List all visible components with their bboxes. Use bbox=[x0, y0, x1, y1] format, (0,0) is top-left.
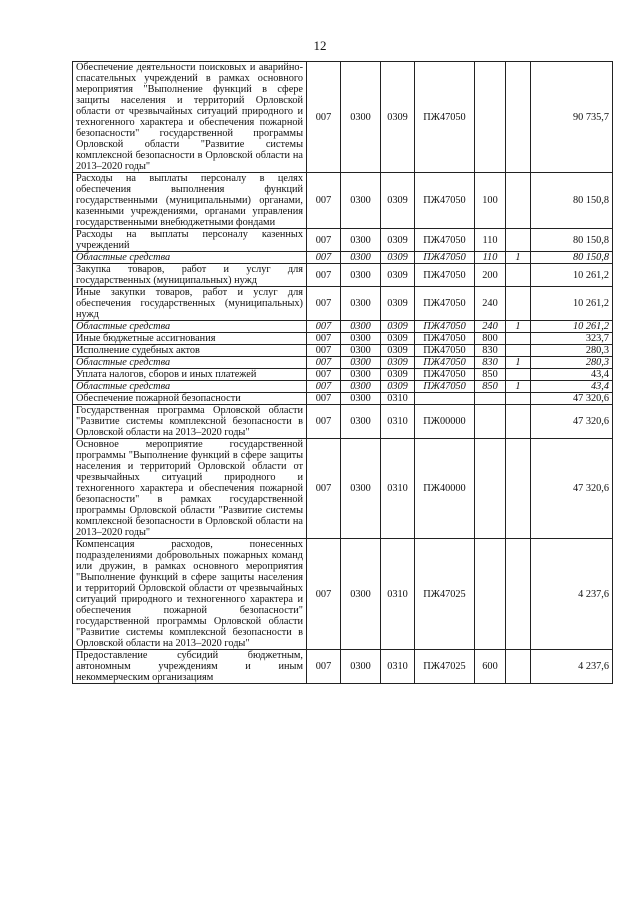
subsection-code-cell: 0309 bbox=[381, 345, 415, 357]
expense-name-cell: Иные бюджетные ассигнования bbox=[73, 333, 307, 345]
table-row bbox=[73, 405, 613, 439]
table-row bbox=[73, 650, 613, 684]
ministry-code-cell: 007 bbox=[307, 381, 341, 393]
section-code-cell: 0300 bbox=[341, 264, 381, 287]
table-row bbox=[73, 264, 613, 287]
amount-cell: 280,3 bbox=[531, 345, 613, 357]
section-code-cell: 0300 bbox=[341, 381, 381, 393]
table-row bbox=[73, 321, 613, 333]
section-code-cell: 0300 bbox=[341, 62, 381, 173]
expense-name-cell: Областные средства bbox=[73, 357, 307, 369]
expense-type-cell: 830 bbox=[475, 357, 506, 369]
budget-table bbox=[72, 61, 613, 684]
subsection-code-cell: 0309 bbox=[381, 321, 415, 333]
subsection-code-cell: 0309 bbox=[381, 381, 415, 393]
amount-cell: 47 320,6 bbox=[531, 405, 613, 439]
table-row bbox=[73, 252, 613, 264]
expense-type-cell: 600 bbox=[475, 650, 506, 684]
funding-source-cell bbox=[506, 539, 531, 650]
subsection-code-cell: 0309 bbox=[381, 62, 415, 173]
amount-cell: 4 237,6 bbox=[531, 539, 613, 650]
funding-source-cell: 1 bbox=[506, 381, 531, 393]
ministry-code-cell: 007 bbox=[307, 62, 341, 173]
subsection-code-cell: 0310 bbox=[381, 393, 415, 405]
section-code-cell: 0300 bbox=[341, 357, 381, 369]
target-article-cell: ПЖ47050 bbox=[415, 229, 475, 252]
target-article-cell: ПЖ47050 bbox=[415, 173, 475, 229]
table-row bbox=[73, 381, 613, 393]
subsection-code-cell: 0309 bbox=[381, 173, 415, 229]
expense-name-cell: Предоставление субсидий бюджетным, автономным учреждениям и иным некоммерческим организациям bbox=[73, 650, 307, 684]
table-row bbox=[73, 439, 613, 539]
table-row bbox=[73, 345, 613, 357]
expense-name-cell: Областные средства bbox=[73, 252, 307, 264]
amount-cell: 43,4 bbox=[531, 381, 613, 393]
page-number: 12 bbox=[313, 38, 327, 53]
ministry-code-cell: 007 bbox=[307, 345, 341, 357]
section-code-cell: 0300 bbox=[341, 173, 381, 229]
expense-name-cell: Основное мероприятие государственной программы "Выполнение функций в сфере защиты населения и территорий Орловской области от чрезвычайных ситуаций природного и техногенного характера и обеспечения пожарной безопасности" в рамках государственной программы Орловской области "Развитие системы комплексной безопасности в Орловской области на 2013–2020 годы" bbox=[73, 439, 307, 539]
subsection-code-cell: 0309 bbox=[381, 333, 415, 345]
expense-name-cell: Расходы на выплаты персоналу казенных учреждений bbox=[73, 229, 307, 252]
ministry-code-cell: 007 bbox=[307, 439, 341, 539]
subsection-code-cell: 0309 bbox=[381, 357, 415, 369]
amount-cell: 80 150,8 bbox=[531, 229, 613, 252]
ministry-code-cell: 007 bbox=[307, 333, 341, 345]
section-code-cell: 0300 bbox=[341, 321, 381, 333]
target-article-cell: ПЖ47050 bbox=[415, 321, 475, 333]
subsection-code-cell: 0310 bbox=[381, 405, 415, 439]
amount-cell: 323,7 bbox=[531, 333, 613, 345]
funding-source-cell bbox=[506, 369, 531, 381]
expense-name-cell: Обеспечение деятельности поисковых и аварийно-спасательных учреждений в рамках основного мероприятия "Выполнение функций в сфере защиты населения и территорий Орловской области от чрезвычайных ситуаций природного и техногенного характера и обеспечения пожарной безопасности" государственной программы Орловской области "Развитие системы комплексной безопасности в Орловской области на 2013–2020 годы" bbox=[73, 62, 307, 173]
ministry-code-cell: 007 bbox=[307, 650, 341, 684]
target-article-cell: ПЖ47050 bbox=[415, 333, 475, 345]
ministry-code-cell: 007 bbox=[307, 405, 341, 439]
ministry-code-cell: 007 bbox=[307, 369, 341, 381]
section-code-cell: 0300 bbox=[341, 287, 381, 321]
expense-name-cell: Закупка товаров, работ и услуг для государственных (муниципальных) нужд bbox=[73, 264, 307, 287]
subsection-code-cell: 0309 bbox=[381, 264, 415, 287]
ministry-code-cell: 007 bbox=[307, 229, 341, 252]
expense-type-cell bbox=[475, 439, 506, 539]
amount-cell: 4 237,6 bbox=[531, 650, 613, 684]
funding-source-cell bbox=[506, 333, 531, 345]
funding-source-cell bbox=[506, 173, 531, 229]
subsection-code-cell: 0309 bbox=[381, 229, 415, 252]
section-code-cell: 0300 bbox=[341, 345, 381, 357]
subsection-code-cell: 0310 bbox=[381, 539, 415, 650]
funding-source-cell bbox=[506, 345, 531, 357]
expense-name-cell: Обеспечение пожарной безопасности bbox=[73, 393, 307, 405]
expense-type-cell: 110 bbox=[475, 229, 506, 252]
subsection-code-cell: 0310 bbox=[381, 439, 415, 539]
amount-cell: 43,4 bbox=[531, 369, 613, 381]
subsection-code-cell: 0310 bbox=[381, 650, 415, 684]
amount-cell: 80 150,8 bbox=[531, 252, 613, 264]
expense-type-cell: 110 bbox=[475, 252, 506, 264]
target-article-cell: ПЖ47050 bbox=[415, 264, 475, 287]
expense-type-cell: 800 bbox=[475, 333, 506, 345]
section-code-cell: 0300 bbox=[341, 252, 381, 264]
expense-type-cell: 850 bbox=[475, 369, 506, 381]
budget-table-body bbox=[73, 62, 613, 684]
expense-type-cell: 200 bbox=[475, 264, 506, 287]
table-row bbox=[73, 357, 613, 369]
subsection-code-cell: 0309 bbox=[381, 287, 415, 321]
target-article-cell: ПЖ47025 bbox=[415, 650, 475, 684]
amount-cell: 10 261,2 bbox=[531, 321, 613, 333]
ministry-code-cell: 007 bbox=[307, 173, 341, 229]
funding-source-cell bbox=[506, 393, 531, 405]
target-article-cell: ПЖ47050 bbox=[415, 381, 475, 393]
subsection-code-cell: 0309 bbox=[381, 369, 415, 381]
table-row bbox=[73, 369, 613, 381]
ministry-code-cell: 007 bbox=[307, 287, 341, 321]
funding-source-cell bbox=[506, 229, 531, 252]
target-article-cell bbox=[415, 393, 475, 405]
expense-type-cell bbox=[475, 62, 506, 173]
ministry-code-cell: 007 bbox=[307, 264, 341, 287]
funding-source-cell: 1 bbox=[506, 252, 531, 264]
section-code-cell: 0300 bbox=[341, 369, 381, 381]
ministry-code-cell: 007 bbox=[307, 321, 341, 333]
amount-cell: 10 261,2 bbox=[531, 264, 613, 287]
table-row bbox=[73, 393, 613, 405]
amount-cell: 47 320,6 bbox=[531, 393, 613, 405]
target-article-cell: ПЖ47050 bbox=[415, 252, 475, 264]
expense-type-cell: 100 bbox=[475, 173, 506, 229]
target-article-cell: ПЖ47050 bbox=[415, 357, 475, 369]
section-code-cell: 0300 bbox=[341, 333, 381, 345]
section-code-cell: 0300 bbox=[341, 539, 381, 650]
expense-name-cell: Компенсация расходов, понесенных подразделениями добровольных пожарных команд или дружин, в рамках основного мероприятия "Выполнение функций в сфере защиты населения и территорий Орловской области от чрезвычайных ситуаций природного и техногенного характера и обеспечения пожарной безопасности" государственной программы Орловской области "Развитие системы комплексной безопасности в Орловской области на 2013–2020 годы" bbox=[73, 539, 307, 650]
amount-cell: 90 735,7 bbox=[531, 62, 613, 173]
expense-name-cell: Областные средства bbox=[73, 381, 307, 393]
target-article-cell: ПЖ47050 bbox=[415, 287, 475, 321]
table-row bbox=[73, 229, 613, 252]
table-row bbox=[73, 287, 613, 321]
table-row bbox=[73, 173, 613, 229]
funding-source-cell bbox=[506, 62, 531, 173]
expense-name-cell: Областные средства bbox=[73, 321, 307, 333]
table-row bbox=[73, 539, 613, 650]
expense-type-cell bbox=[475, 393, 506, 405]
target-article-cell: ПЖ47025 bbox=[415, 539, 475, 650]
funding-source-cell: 1 bbox=[506, 357, 531, 369]
section-code-cell: 0300 bbox=[341, 439, 381, 539]
funding-source-cell bbox=[506, 287, 531, 321]
amount-cell: 10 261,2 bbox=[531, 287, 613, 321]
target-article-cell: ПЖ47050 bbox=[415, 345, 475, 357]
expense-name-cell: Исполнение судебных актов bbox=[73, 345, 307, 357]
subsection-code-cell: 0309 bbox=[381, 252, 415, 264]
expense-type-cell: 240 bbox=[475, 321, 506, 333]
expense-type-cell: 830 bbox=[475, 345, 506, 357]
funding-source-cell: 1 bbox=[506, 321, 531, 333]
target-article-cell: ПЖ47050 bbox=[415, 62, 475, 173]
target-article-cell: ПЖ47050 bbox=[415, 369, 475, 381]
expense-type-cell bbox=[475, 405, 506, 439]
ministry-code-cell: 007 bbox=[307, 393, 341, 405]
section-code-cell: 0300 bbox=[341, 229, 381, 252]
amount-cell: 280,3 bbox=[531, 357, 613, 369]
table-row bbox=[73, 333, 613, 345]
expense-name-cell: Государственная программа Орловской области "Развитие системы комплексной безопасности в Орловской области на 2013–2020 годы" bbox=[73, 405, 307, 439]
funding-source-cell bbox=[506, 650, 531, 684]
expense-name-cell: Уплата налогов, сборов и иных платежей bbox=[73, 369, 307, 381]
amount-cell: 47 320,6 bbox=[531, 439, 613, 539]
expense-type-cell: 240 bbox=[475, 287, 506, 321]
funding-source-cell bbox=[506, 439, 531, 539]
expense-type-cell: 850 bbox=[475, 381, 506, 393]
expense-name-cell: Иные закупки товаров, работ и услуг для обеспечения государственных (муниципальных) нужд bbox=[73, 287, 307, 321]
section-code-cell: 0300 bbox=[341, 405, 381, 439]
expense-name-cell: Расходы на выплаты персоналу в целях обеспечения выполнения функций государственными (муниципальными) органами, казенными учреждениями, органами управления государственными внебюджетными фондами bbox=[73, 173, 307, 229]
funding-source-cell bbox=[506, 264, 531, 287]
section-code-cell: 0300 bbox=[341, 393, 381, 405]
ministry-code-cell: 007 bbox=[307, 252, 341, 264]
section-code-cell: 0300 bbox=[341, 650, 381, 684]
target-article-cell: ПЖ00000 bbox=[415, 405, 475, 439]
table-row bbox=[73, 62, 613, 173]
expense-type-cell bbox=[475, 539, 506, 650]
ministry-code-cell: 007 bbox=[307, 357, 341, 369]
funding-source-cell bbox=[506, 405, 531, 439]
ministry-code-cell: 007 bbox=[307, 539, 341, 650]
amount-cell: 80 150,8 bbox=[531, 173, 613, 229]
target-article-cell: ПЖ40000 bbox=[415, 439, 475, 539]
